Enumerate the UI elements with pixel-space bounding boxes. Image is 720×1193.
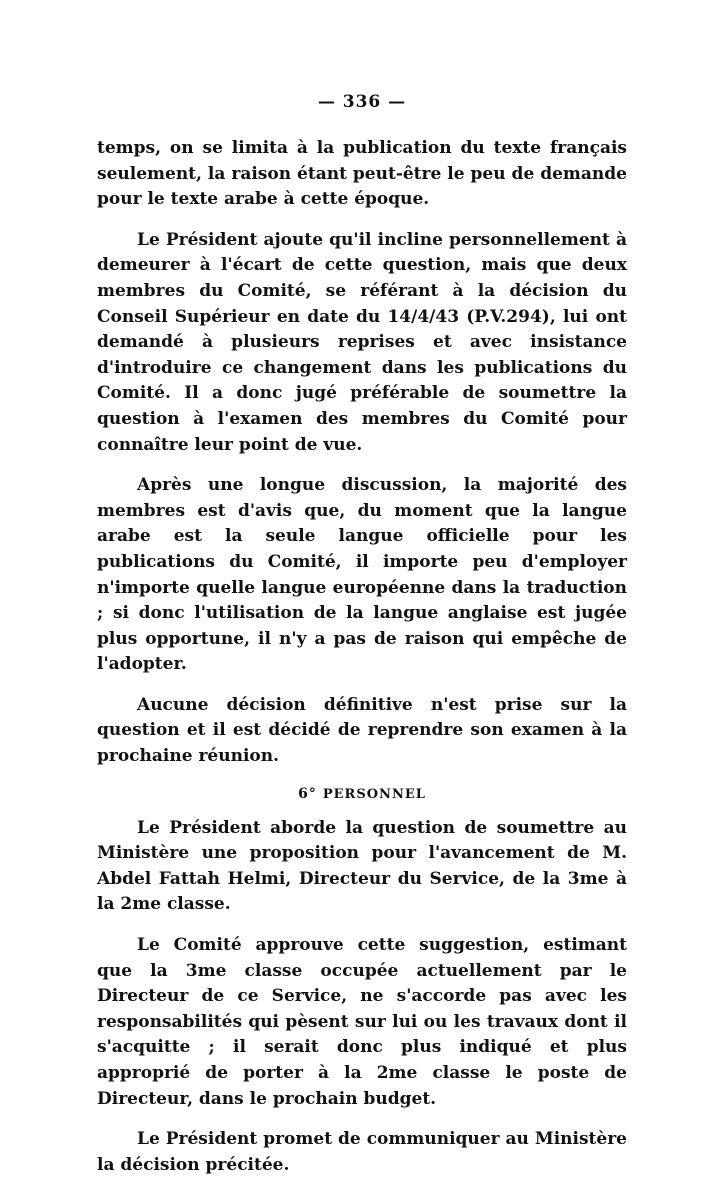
paragraph-committee-approval: Le Comité approuve cette suggestion, estimant que la 3me classe occupée actuellement par le Directeur de ce Service, ne s'accorde pas avec les responsabilités qui pèsent sur lui ou les travaux dont il s'acquitte ; il serait donc plus indiqué et plus approprié de porter à la 2me classe le poste de Directeur, dans le prochain budget. <box>97 935 627 1109</box>
paragraph-communication: Le Président promet de communiquer au Ministère la décision précitée. <box>97 1129 627 1175</box>
document-page <box>97 92 627 1193</box>
paragraph-continuation: temps, on se limita à la publication du texte français seulement, la raison étant peut-être le peu de demande pour le texte arabe à cette époque. <box>97 138 627 210</box>
section-heading <box>97 786 627 802</box>
paragraph-president-remark: Le Président ajoute qu'il incline personnellement à demeurer à l'écart de cette question, mais que deux membres du Comité, se référant à la décision du Conseil Supérieur en date du 14/4/43 (P.V.294), lui ont demandé à plusieurs reprises et avec insistance d'introduire ce changement dans les publications du Comité. Il a donc jugé préférable de soumettre la question à l'examen des membres du Comité pour connaître leur point de vue. <box>97 229 627 455</box>
paragraph-no-decision: Aucune décision définitive n'est prise sur la question et il est décidé de reprendre son examen à la prochaine réunion. <box>97 694 627 767</box>
paragraph-discussion: Après une longue discussion, la majorité des membres est d'avis que, du moment que la langue arabe est la seule langue officielle pour les publications du Comité, il importe peu d'employer n'importe quelle langue européenne dans la traduction ; si donc l'utilisation de la langue anglaise est jugée plus opportune, il n'y a pas de raison qui empêche de l'adopter. <box>97 475 627 675</box>
page-number: — 336 — <box>317 92 407 112</box>
section-number: 6° <box>298 785 317 802</box>
section-title: PERSONNEL <box>322 786 426 802</box>
paragraph-promotion-proposal: Le Président aborde la question de soumettre au Ministère une proposition pour l'avancement de M. Abdel Fattah Helmi, Directeur du Service, de la 3me à la 2me classe. <box>97 817 627 915</box>
